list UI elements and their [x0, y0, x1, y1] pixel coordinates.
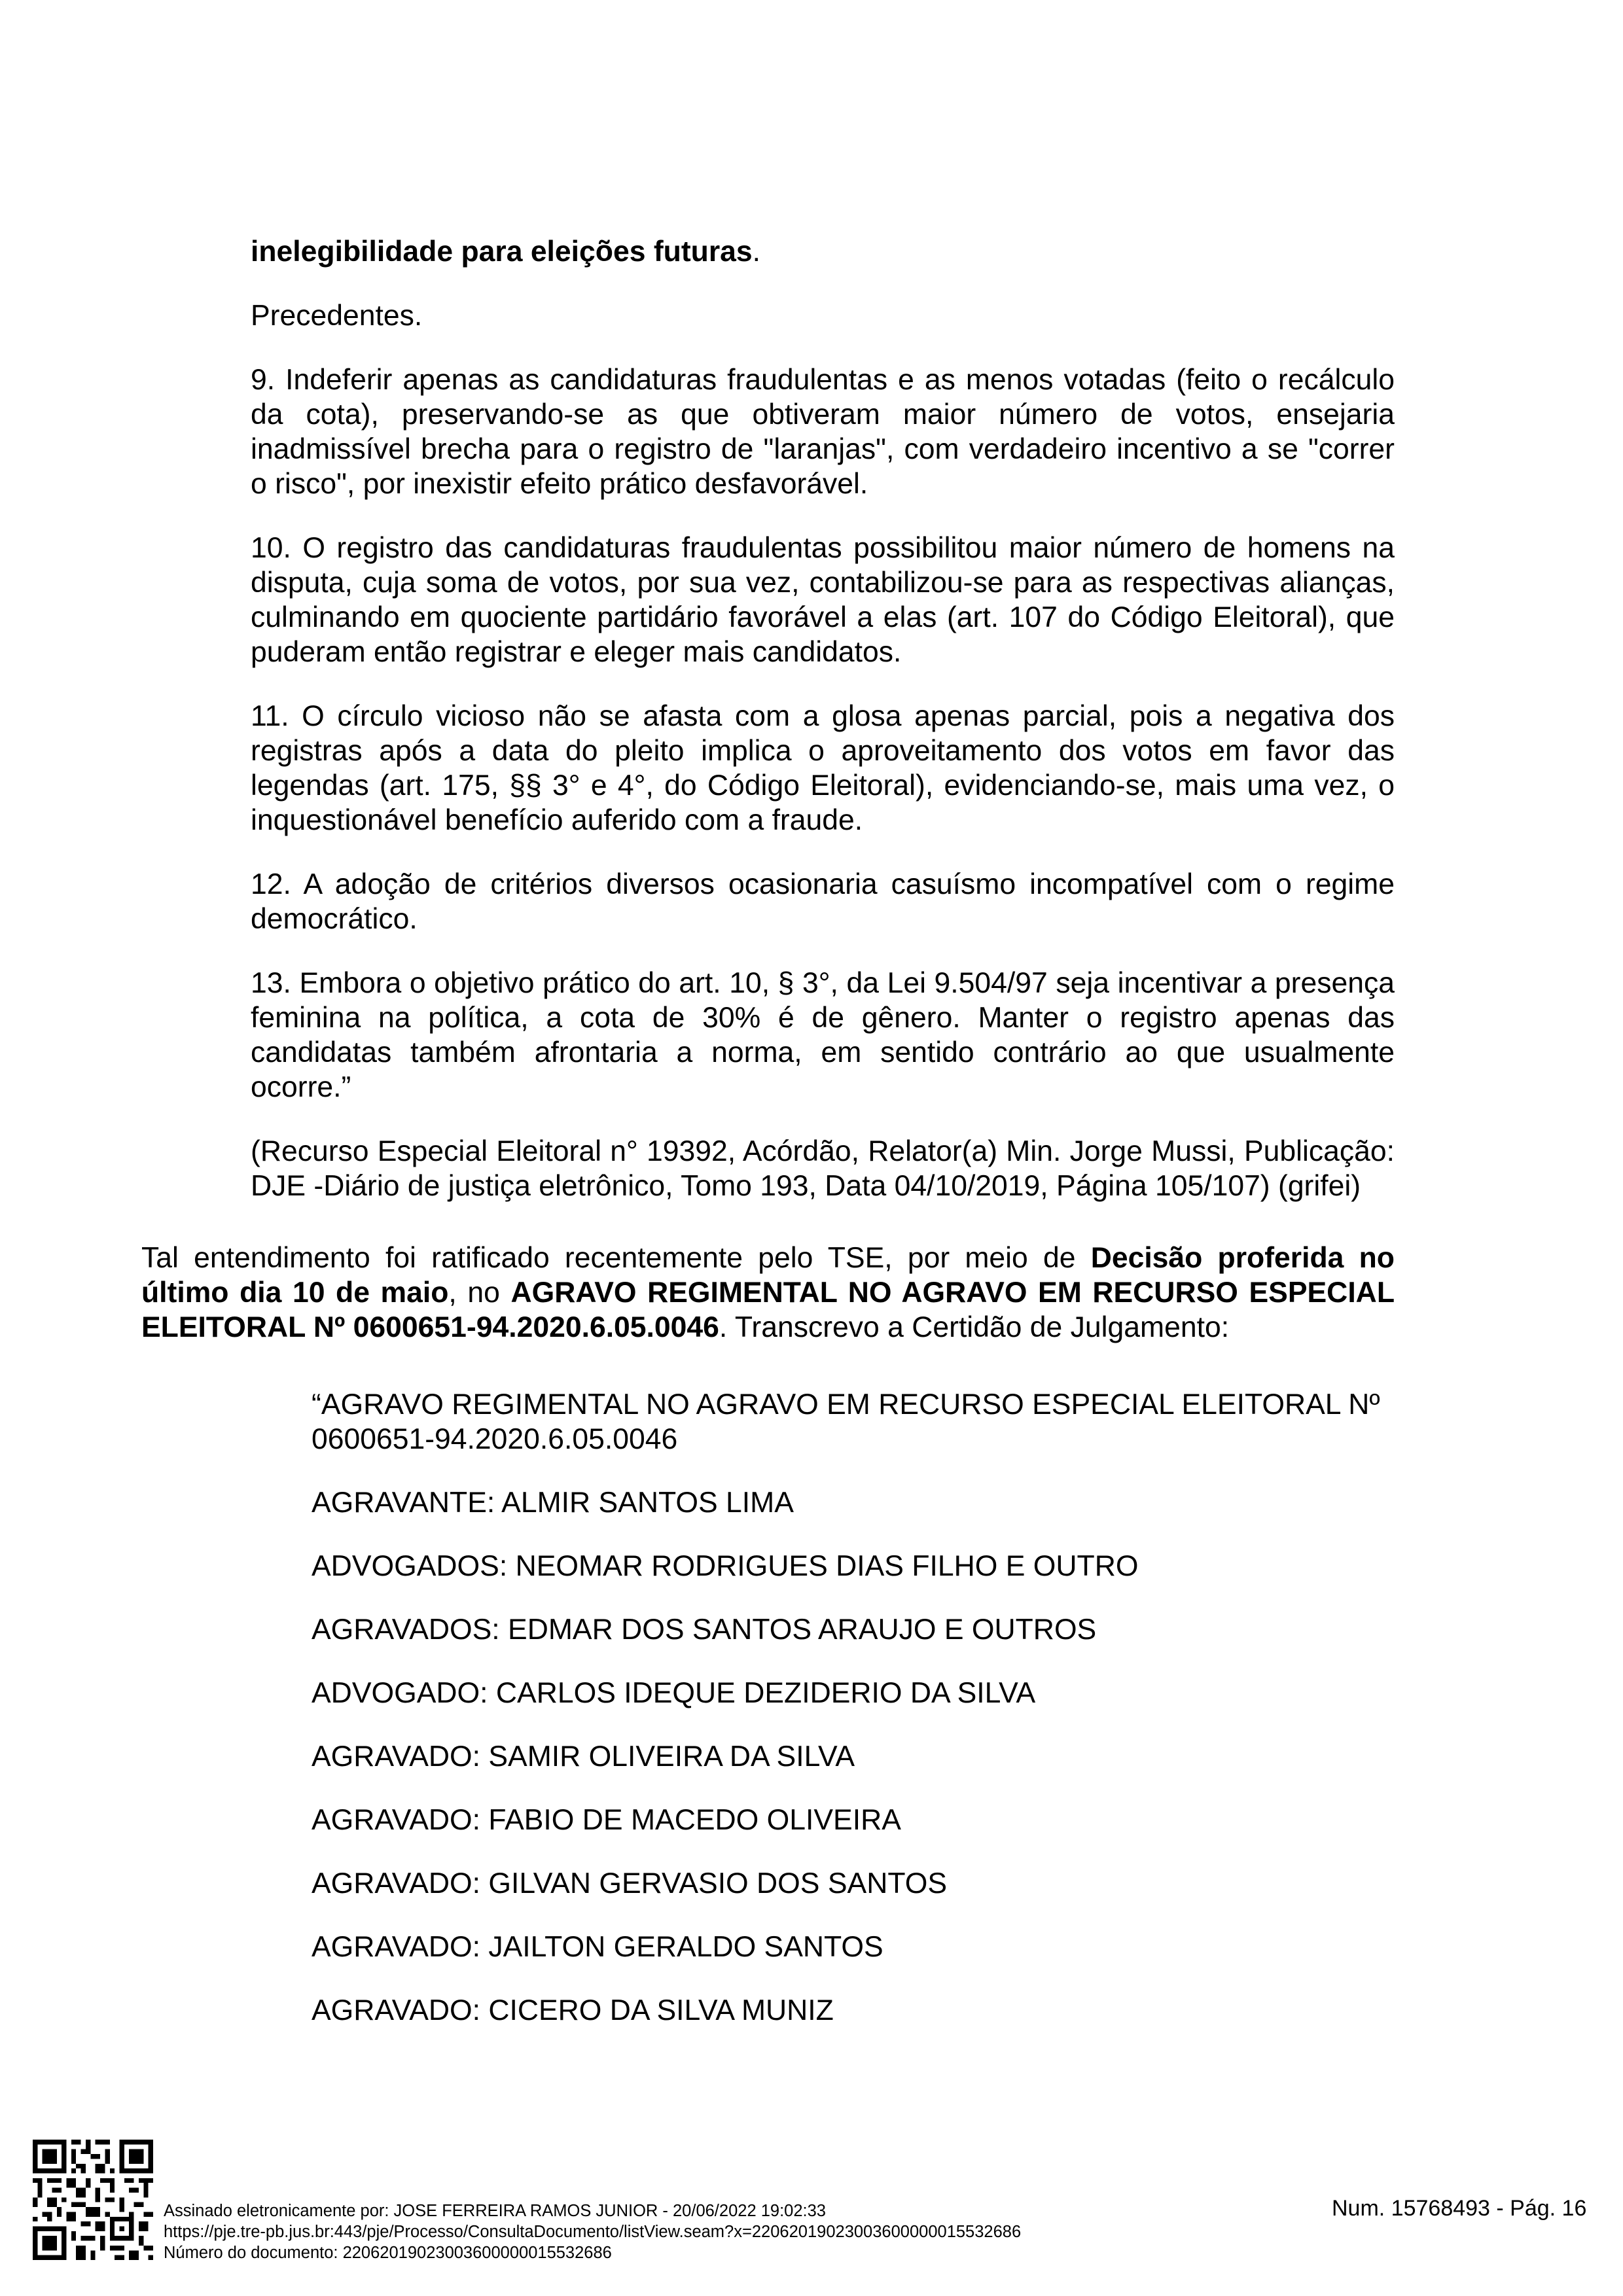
certidao-julgamento: [312, 1387, 1395, 2057]
party-item: ADVOGADOS: NEOMAR RODRIGUES DIAS FILHO E OUTRO: [312, 1550, 1139, 1582]
item-9-paragraph: 9. Indeferir apenas as candidaturas fraudulentas e as menos votadas (feito o recálculo da cota), preservando-se as que obtiveram maior número de votos, ensejaria inadmissível brecha para o registro de "laranjas", com verdadeiro incentivo a se "correr o risco", por inexistir efeito prático desfavorável.: [251, 364, 1395, 500]
precedentes-paragraph: Precedentes.: [251, 300, 423, 332]
party-item: AGRAVADO: CICERO DA SILVA MUNIZ: [312, 1994, 834, 2026]
document-number-line: Número do documento: 22062019023003600000015532686: [164, 2244, 612, 2262]
signature-block: [164, 2200, 1021, 2263]
main-paragraph: [141, 1241, 1395, 1345]
party-item: AGRAVADO: JAILTON GERALDO SANTOS: [312, 1931, 883, 1963]
main-part-4-bold: AGRAVO REGIMENTAL NO AGRAVO EM RECURSO ESPECIAL ELEITORAL Nº 0600651-94.2020.6.05.0046: [141, 1277, 1395, 1343]
intro-tail: .: [752, 236, 761, 268]
party-item: AGRAVADO: FABIO DE MACEDO OLIVEIRA: [312, 1804, 901, 1836]
main-part-1: Tal entendimento foi ratificado recentemente pelo TSE, por meio de: [141, 1242, 1091, 1274]
page-reference: Num. 15768493 - Pág. 16: [1332, 2196, 1587, 2221]
intro-paragraph: [251, 234, 1395, 269]
party-item: AGRAVADO: GILVAN GERVASIO DOS SANTOS: [312, 1867, 948, 1899]
intro-bold-text: inelegibilidade para eleições futuras: [251, 236, 753, 268]
party-item: AGRAVADOS: EDMAR DOS SANTOS ARAUJO E OUTROS: [312, 1614, 1097, 1646]
party-item: AGRAVADO: SAMIR OLIVEIRA DA SILVA: [312, 1740, 855, 1773]
item-11-paragraph: 11. O círculo vicioso não se afasta com a glosa apenas parcial, pois a negativa dos registras após a data do pleito implica o aproveitamento dos votos em favor das legendas (art. 175, §§ 3° e 4°, do Código Eleitoral), evidenciando-se, mais uma vez, o inquestionável benefício auferido com a fraude.: [251, 700, 1395, 836]
certidao-title: “AGRAVO REGIMENTAL NO AGRAVO EM RECURSO ESPECIAL ELEITORAL Nº 0600651-94.2020.6.05.0046: [312, 1388, 1380, 1455]
main-part-3: , no: [448, 1277, 511, 1309]
item-13-paragraph: 13. Embora o objetivo prático do art. 10, § 3°, da Lei 9.504/97 seja incentivar a presença feminina na política, a cota de 30% é de gênero. Manter o registro apenas das candidatas também afrontaria a norma, em sentido contrário ao que usualmente ocorre.”: [251, 967, 1395, 1103]
qr-code-icon[interactable]: [33, 2140, 153, 2260]
citation-paragraph: (Recurso Especial Eleitoral n° 19392, Acórdão, Relator(a) Min. Jorge Mussi, Publicação: DJE -Diário de justiça eletrônico, Tomo 193, Data 04/10/2019, Página 105/107) (grifei): [251, 1135, 1395, 1202]
quoted-ementa: [251, 234, 1395, 1233]
main-part-2-bold: Decisão proferida no último dia 10 de maio: [141, 1242, 1395, 1309]
signed-by-line: Assinado eletronicamente por: JOSE FERREIRA RAMOS JUNIOR - 20/06/2022 19:02:33: [164, 2202, 826, 2220]
item-10-paragraph: 10. O registro das candidaturas fraudulentas possibilitou maior número de homens na disputa, cuja soma de votos, por sua vez, contabilizou-se para as respectivas alianças, culminando em quociente partidário favorável a elas (art. 107 do Código Eleitoral), que puderam então registrar e eleger mais candidatos.: [251, 532, 1395, 668]
document-url-link[interactable]: https://pje.tre-pb.jus.br:443/pje/Processo/ConsultaDocumento/listView.seam?x=22062019023003600000015532686: [164, 2223, 1022, 2241]
party-item: AGRAVANTE: ALMIR SANTOS LIMA: [312, 1487, 794, 1519]
party-item: ADVOGADO: CARLOS IDEQUE DEZIDERIO DA SILVA: [312, 1677, 1036, 1709]
item-12-paragraph: 12. A adoção de critérios diversos ocasionaria casuísmo incompatível com o regime democrático.: [251, 868, 1395, 935]
main-part-5: . Transcrevo a Certidão de Julgamento:: [719, 1311, 1230, 1343]
